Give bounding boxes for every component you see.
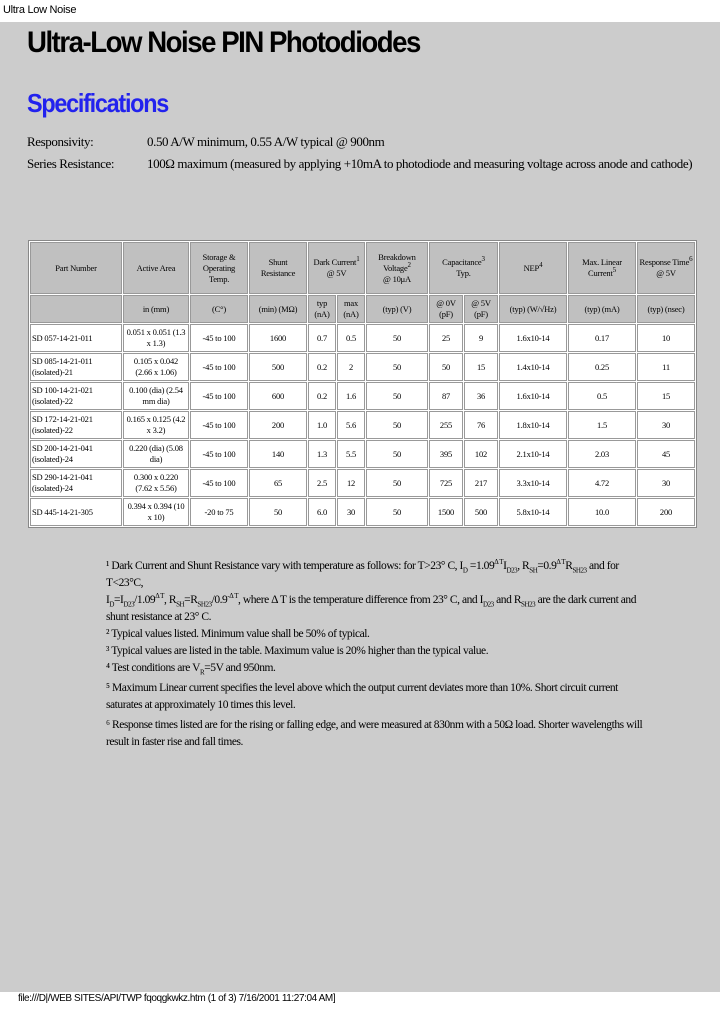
footnotes (106, 558, 656, 751)
cell-breakdown: 50 (366, 440, 428, 468)
cell-nep: 1.8x10-14 (499, 411, 567, 439)
cell-temp: -45 to 100 (190, 469, 248, 497)
spec-series-resistance (27, 156, 692, 172)
cell-dark-typ: 2.5 (308, 469, 336, 497)
cell-cap0: 395 (429, 440, 463, 468)
table-row (30, 498, 695, 526)
cell-cap0: 725 (429, 469, 463, 497)
cell-area: 0.105 x 0.042 (2.66 x 1.06) (123, 353, 189, 381)
footnote-6: ⁶ Response times listed are for the rising or falling edge, and were measured at 830nm with a 50Ω load. Shorter wavelengths will result in faster rise and fall times. (106, 719, 643, 748)
cell-resp: 30 (637, 411, 695, 439)
table-body (30, 324, 695, 526)
cell-linear: 4.72 (568, 469, 636, 497)
cell-part: SD 057-14-21-011 (30, 324, 122, 352)
units-active-area: in (mm) (123, 295, 189, 323)
cell-shunt: 65 (249, 469, 307, 497)
cell-resp: 200 (637, 498, 695, 526)
cell-part: SD 445-14-21-305 (30, 498, 122, 526)
header-storage-temp: Storage & Operating Temp. (190, 242, 248, 294)
cell-cap0: 87 (429, 382, 463, 410)
footnote-1: ¹ Dark Current and Shunt Resistance vary with temperature as follows: for T>23° C, $I_D =1.09^{\Delta T}I_{D23}$, $R_{SH}=0.9^{\Delta T}R_{SH23}$ and for T<23°C, $I_D=I_{D23}/1.09^{\Delta T}$, $R_{SH}=R_{SH23}/0.9^{-\Delta T}$, where Δ T is the temperature difference from 23° C, and $I_{D23}$ and $R_{SH23}$ are the dark current and shunt resistance at 23° C. (106, 558, 637, 623)
cell-resp: 30 (637, 469, 695, 497)
cell-breakdown: 50 (366, 498, 428, 526)
cell-temp: -45 to 100 (190, 324, 248, 352)
spec-responsivity (27, 134, 384, 150)
units-max-linear: (typ) (mA) (568, 295, 636, 323)
cell-dark-typ: 0.2 (308, 382, 336, 410)
cell-nep: 2.1x10-14 (499, 440, 567, 468)
cell-part: SD 290-14-21-041 (isolated)-24 (30, 469, 122, 497)
cell-dark-typ: 0.2 (308, 353, 336, 381)
cell-temp: -45 to 100 (190, 411, 248, 439)
cell-dark-typ: 0.7 (308, 324, 336, 352)
cell-shunt: 500 (249, 353, 307, 381)
cell-shunt: 600 (249, 382, 307, 410)
cell-linear: 2.03 (568, 440, 636, 468)
cell-part: SD 100-14-21-021 (isolated)-22 (30, 382, 122, 410)
cell-linear: 0.17 (568, 324, 636, 352)
browser-footer-url: file:///D|/WEB SITES/API/TWP fqoqgkwkz.htm (1 of 3) 7/16/2001 11:27:04 AM] (18, 993, 336, 1004)
table-row (30, 382, 695, 410)
cell-cap5: 102 (464, 440, 498, 468)
cell-resp: 10 (637, 324, 695, 352)
header-active-area: Active Area (123, 242, 189, 294)
units-cap-0v: @ 0V (pF) (429, 295, 463, 323)
footnote-3: ³ Typical values are listed in the table. Maximum value is 20% higher than the typical value. (106, 645, 489, 657)
cell-cap5: 217 (464, 469, 498, 497)
cell-linear: 1.5 (568, 411, 636, 439)
cell-cap0: 50 (429, 353, 463, 381)
cell-dark-max: 12 (337, 469, 365, 497)
header-breakdown-voltage: Breakdown Voltage$^2$ @ 10μA (366, 242, 428, 294)
table-row (30, 469, 695, 497)
cell-area: 0.220 (dia) (5.08 dia) (123, 440, 189, 468)
section-title-specifications: Specifications (27, 88, 169, 118)
cell-dark-max: 0.5 (337, 324, 365, 352)
table-row (30, 440, 695, 468)
cell-shunt: 1600 (249, 324, 307, 352)
cell-breakdown: 50 (366, 469, 428, 497)
cell-cap5: 15 (464, 353, 498, 381)
cell-dark-max: 1.6 (337, 382, 365, 410)
cell-part: SD 172-14-21-021 (isolated)-22 (30, 411, 122, 439)
table-row (30, 324, 695, 352)
cell-breakdown: 50 (366, 411, 428, 439)
spec-value: 0.50 A/W minimum, 0.55 A/W typical @ 900nm (147, 134, 385, 149)
footnote-5: ⁵ Maximum Linear current specifies the level above which the output current deviates more than 10%. Short circuit current saturates at approximately 10 times this level. (106, 682, 618, 711)
cell-dark-typ: 1.3 (308, 440, 336, 468)
units-breakdown: (typ) (V) (366, 295, 428, 323)
cell-area: 0.300 x 0.220 (7.62 x 5.56) (123, 469, 189, 497)
cell-cap0: 25 (429, 324, 463, 352)
cell-temp: -45 to 100 (190, 353, 248, 381)
cell-breakdown: 50 (366, 324, 428, 352)
cell-nep: 3.3x10-14 (499, 469, 567, 497)
units-shunt-resistance: (min) (MΩ) (249, 295, 307, 323)
header-shunt-resistance: Shunt Resistance (249, 242, 307, 294)
spec-label: Responsivity: (27, 134, 94, 149)
cell-dark-typ: 6.0 (308, 498, 336, 526)
header-response-time: Response Time$^6$ @ 5V (637, 242, 695, 294)
cell-temp: -20 to 75 (190, 498, 248, 526)
units-dark-max: max (nA) (337, 295, 365, 323)
cell-cap5: 36 (464, 382, 498, 410)
units-nep: (typ) (W/√Hz) (499, 295, 567, 323)
page-title: Ultra-Low Noise PIN Photodiodes (27, 26, 420, 59)
footnote-4: ⁴ Test conditions are $V_R=5V$ and 950nm. (106, 662, 276, 677)
cell-temp: -45 to 100 (190, 440, 248, 468)
cell-area: 0.100 (dia) (2.54 mm dia) (123, 382, 189, 410)
table-row (30, 411, 695, 439)
cell-breakdown: 50 (366, 382, 428, 410)
header-capacitance: Capacitance$^3$ Typ. (429, 242, 498, 294)
header-max-linear-current: Max. Linear Current$^5$ (568, 242, 636, 294)
cell-linear: 0.25 (568, 353, 636, 381)
units-dark-typ: typ (nA) (308, 295, 336, 323)
cell-shunt: 140 (249, 440, 307, 468)
cell-dark-max: 5.6 (337, 411, 365, 439)
cell-area: 0.165 x 0.125 (4.2 x 3.2) (123, 411, 189, 439)
cell-breakdown: 50 (366, 353, 428, 381)
cell-cap5: 9 (464, 324, 498, 352)
header-dark-current: Dark Current$^1$ @ 5V (308, 242, 365, 294)
cell-temp: -45 to 100 (190, 382, 248, 410)
cell-cap5: 76 (464, 411, 498, 439)
cell-nep: 1.6x10-14 (499, 324, 567, 352)
cell-shunt: 50 (249, 498, 307, 526)
cell-linear: 10.0 (568, 498, 636, 526)
cell-cap0: 1500 (429, 498, 463, 526)
header-part-number: Part Number (30, 242, 122, 294)
spec-label: Series Resistance: (27, 156, 115, 171)
cell-dark-max: 5.5 (337, 440, 365, 468)
cell-resp: 15 (637, 382, 695, 410)
cell-part: SD 085-14-21-011 (isolated)-21 (30, 353, 122, 381)
cell-cap0: 255 (429, 411, 463, 439)
cell-dark-max: 30 (337, 498, 365, 526)
cell-area: 0.051 x 0.051 (1.3 x 1.3) (123, 324, 189, 352)
cell-dark-max: 2 (337, 353, 365, 381)
cell-linear: 0.5 (568, 382, 636, 410)
cell-nep: 5.8x10-14 (499, 498, 567, 526)
table-units-row (30, 295, 695, 323)
units-response-time: (typ) (nsec) (637, 295, 695, 323)
cell-shunt: 200 (249, 411, 307, 439)
cell-cap5: 500 (464, 498, 498, 526)
table-header-row (30, 242, 695, 294)
cell-nep: 1.4x10-14 (499, 353, 567, 381)
cell-dark-typ: 1.0 (308, 411, 336, 439)
specifications-table (28, 240, 697, 528)
header-nep: NEP$^4$ (499, 242, 567, 294)
cell-resp: 45 (637, 440, 695, 468)
units-cap-5v: @ 5V (pF) (464, 295, 498, 323)
cell-area: 0.394 x 0.394 (10 x 10) (123, 498, 189, 526)
cell-resp: 11 (637, 353, 695, 381)
spec-value: 100Ω maximum (measured by applying +10mA to photodiode and measuring voltage across anode and cathode) (147, 156, 693, 171)
units-blank (30, 295, 122, 323)
browser-tab-title: Ultra Low Noise (3, 4, 77, 16)
page-content (0, 22, 720, 992)
footnote-2: ² Typical values listed. Minimum value shall be 50% of typical. (106, 628, 370, 640)
units-storage-temp: (C°) (190, 295, 248, 323)
table-row (30, 353, 695, 381)
cell-part: SD 200-14-21-041 (isolated)-24 (30, 440, 122, 468)
cell-nep: 1.6x10-14 (499, 382, 567, 410)
